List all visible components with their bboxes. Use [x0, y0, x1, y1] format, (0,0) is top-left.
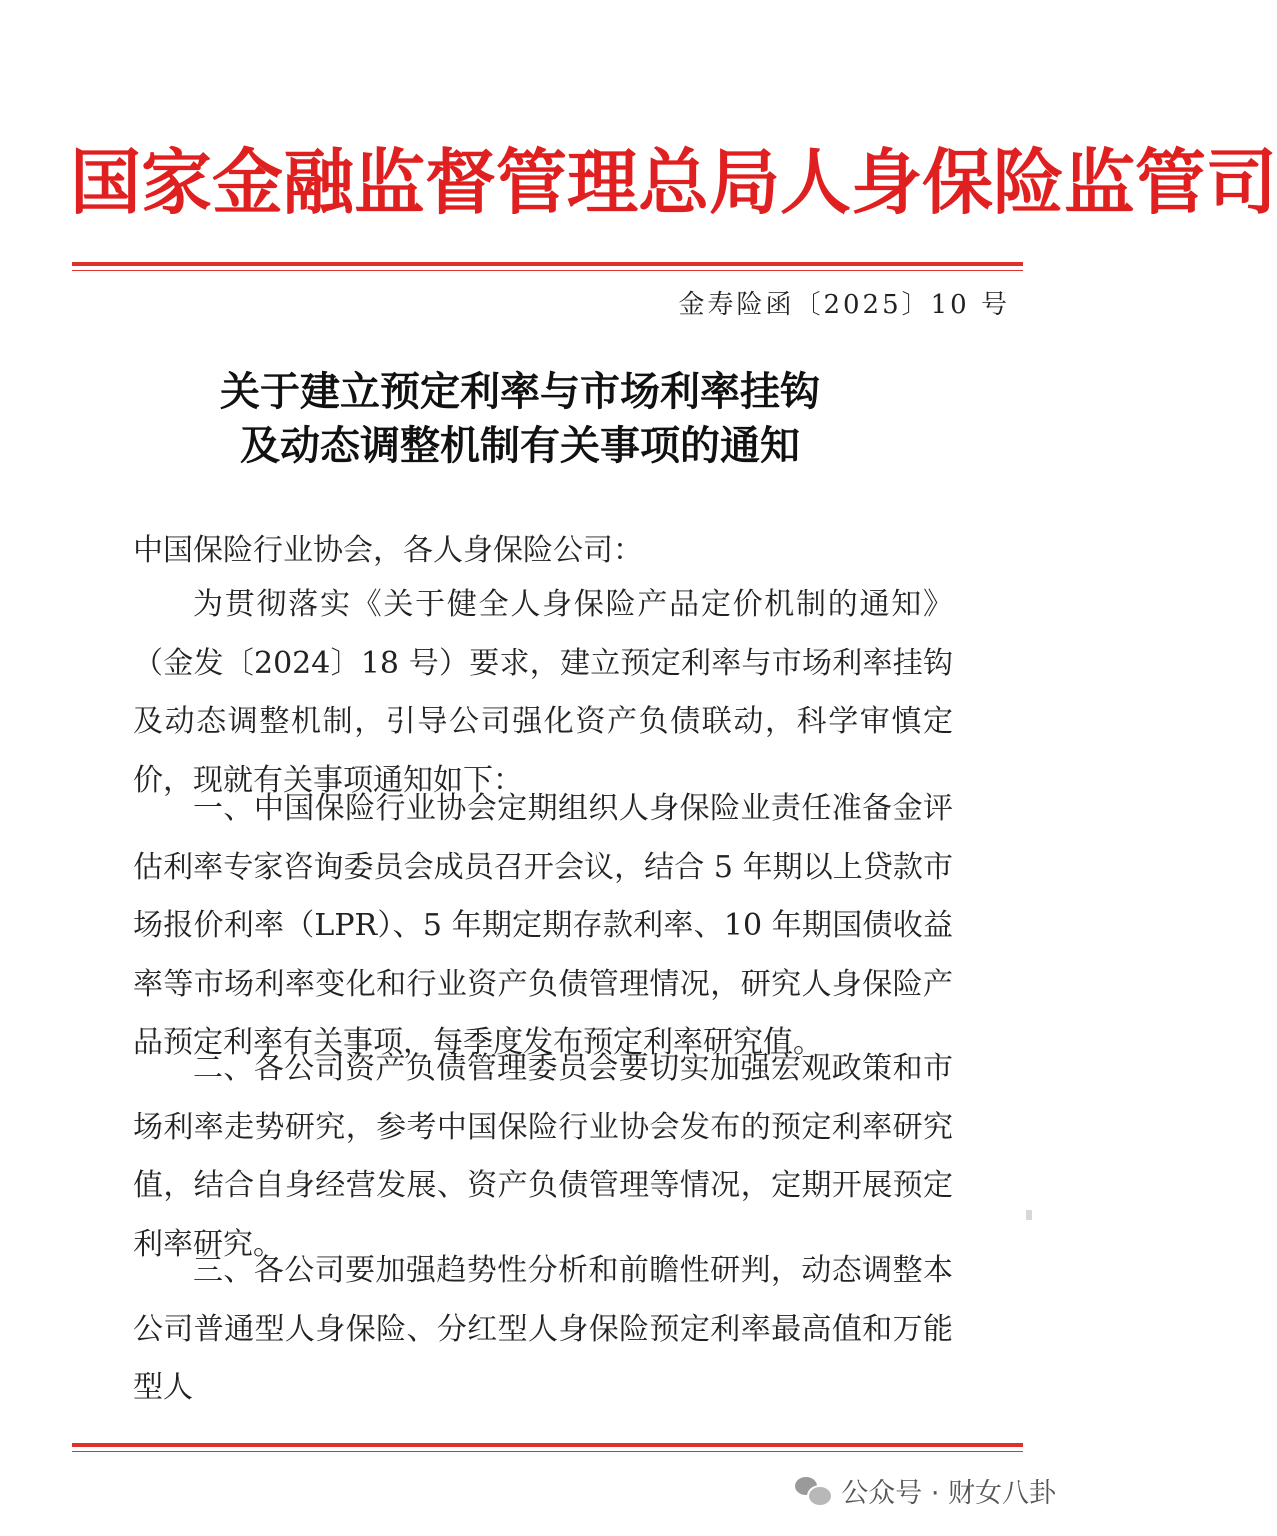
rule-thick-line [72, 1443, 1023, 1447]
watermark [795, 1468, 1056, 1512]
rule-thin-line [72, 270, 1023, 271]
wechat-bubbles-icon [795, 1475, 831, 1505]
rule-thick-line [72, 262, 1023, 266]
document-title-line-2: 及动态调整机制有关事项的通知 [240, 422, 800, 469]
paragraph-item-2: 二、各公司资产负债管理委员会要切实加强宏观政策和市场利率走势研究，参考中国保险行业协会发布的预定利率研究值，结合自身经营发展、资产负债管理等情况，定期开展预定利率研究。 [133, 1051, 953, 1262]
rule-thin-line [72, 1451, 1023, 1452]
paragraph-item-1: 一、中国保险行业协会定期组织人身保险业责任准备金评估利率专家咨询委员会成员召开会议，结合 5 年期以上贷款市场报价利率（LPR）、5 年期定期存款利率、10 年期国债收益率等市场利率变化和行业资产负债管理情况，研究人身保险产品预定利率有关事项，每季度发布预定利率研究值。 [133, 791, 953, 1060]
letterhead-org-name: 国家金融监督管理总局人身保险监管司 [70, 141, 1277, 224]
salutation: 中国保险行业协会，各人身保险公司： [133, 533, 643, 568]
paragraph-intro: 为贯彻落实《关于健全人身保险产品定价机制的通知》（金发〔2024〕18 号）要求，建立预定利率与市场利率挂钩及动态调整机制，引导公司强化资产负债联动，科学审慎定价，现就有关事项通知如下： [133, 587, 953, 798]
document-title-line-1: 关于建立预定利率与市场利率挂钩 [220, 368, 820, 415]
watermark-text: 公众号 · 财女八卦 [841, 1477, 1056, 1509]
scan-speck [1026, 1210, 1032, 1220]
footer-red-rule [72, 1443, 1023, 1452]
paragraph-item-3: 三、各公司要加强趋势性分析和前瞻性研判，动态调整本公司普通型人身保险、分红型人身保险预定利率最高值和万能型人 [133, 1253, 953, 1405]
letterhead-red-rule [72, 262, 1023, 271]
document-number: 金寿险函〔2025〕10 号 [678, 290, 1010, 320]
